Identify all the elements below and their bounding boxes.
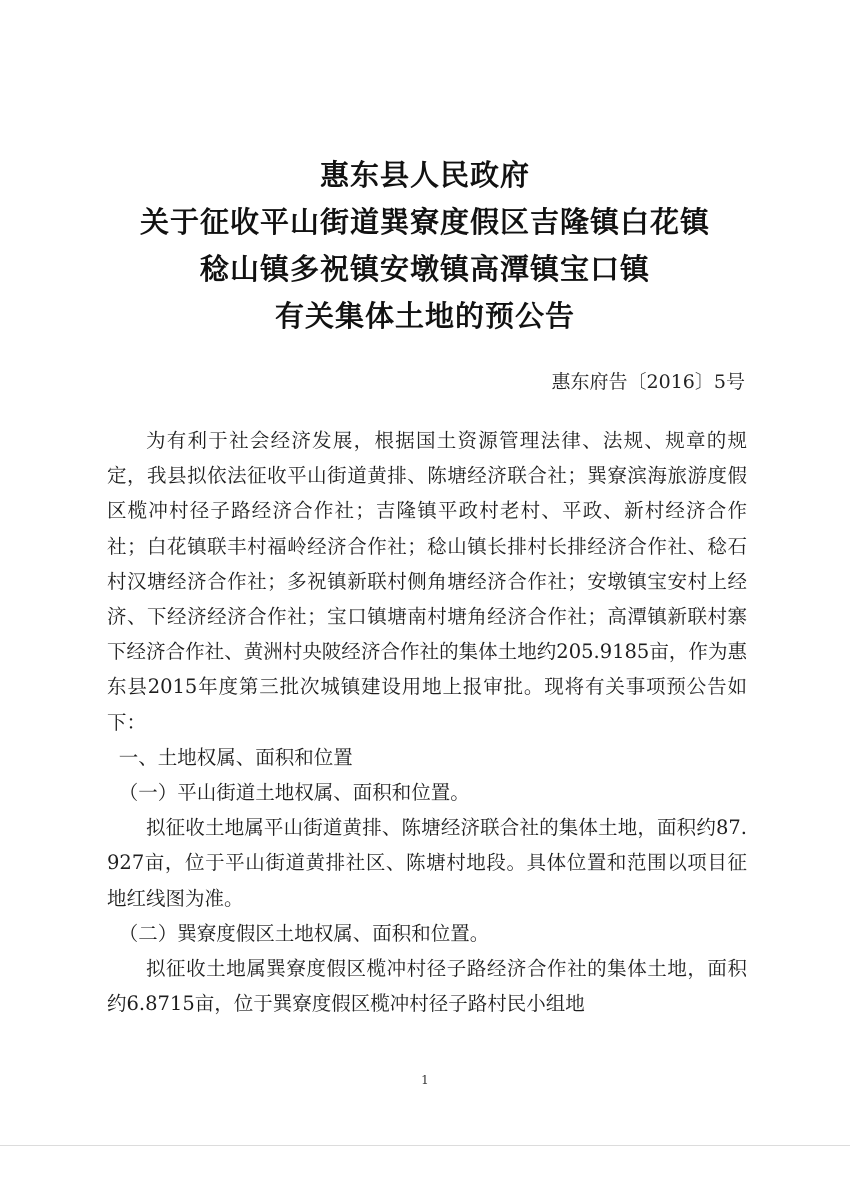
scan-edge-divider: [0, 1145, 850, 1146]
section-1-heading: 一、土地权属、面积和位置: [118, 745, 353, 769]
title-line-subject-2: 稔山镇多祝镇安墩镇高潭镇宝口镇: [199, 252, 650, 286]
title-line-issuer: 惠东县人民政府: [319, 158, 530, 192]
document-body: [107, 423, 747, 1021]
subsection-2-heading: （二）巽寮度假区土地权属、面积和位置。: [118, 921, 490, 945]
title-line-subject-1: 关于征收平山街道巽寮度假区吉隆镇白花镇: [139, 205, 710, 239]
intro-paragraph: 为有利于社会经济发展，根据国土资源管理法律、法规、规章的规定，我县拟依法征收平山街道黄排、陈塘经济联合社；巽寮滨海旅游度假区榄冲村径子路经济合作社；吉隆镇平政村老村、平政、新村经济合作社；白花镇联丰村福岭经济合作社；稔山镇长排村长排经济合作社、稔石村汉塘经济合作社；多祝镇新联村侧角塘经济合作社；安墩镇宝安村上经济、下经济经济合作社；宝口镇塘南村塘角经济合作社；高潭镇新联村寨下经济合作社、黄洲村央陂经济合作社的集体土地约205.9185亩，作为惠东县2015年度第三批次城镇建设用地上报审批。现将有关事项预公告如下：: [107, 429, 747, 734]
document-title: [0, 152, 850, 340]
document-number: 惠东府告〔2016〕5号: [551, 371, 745, 393]
page-number: 1: [421, 1073, 429, 1087]
subsection-1-text: 拟征收土地属平山街道黄排、陈塘经济联合社的集体土地，面积约87.927亩，位于平山街道黄排社区、陈塘村地段。具体位置和范围以项目征地红线图为准。: [107, 816, 747, 910]
subsection-2-text: 拟征收土地属巽寮度假区榄冲村径子路经济合作社的集体土地，面积约6.8715亩，位于巽寮度假区榄冲村径子路村民小组地: [107, 957, 747, 1016]
title-line-subject-3: 有关集体土地的预公告: [274, 299, 575, 333]
subsection-1-heading: （一）平山街道土地权属、面积和位置。: [118, 781, 470, 805]
